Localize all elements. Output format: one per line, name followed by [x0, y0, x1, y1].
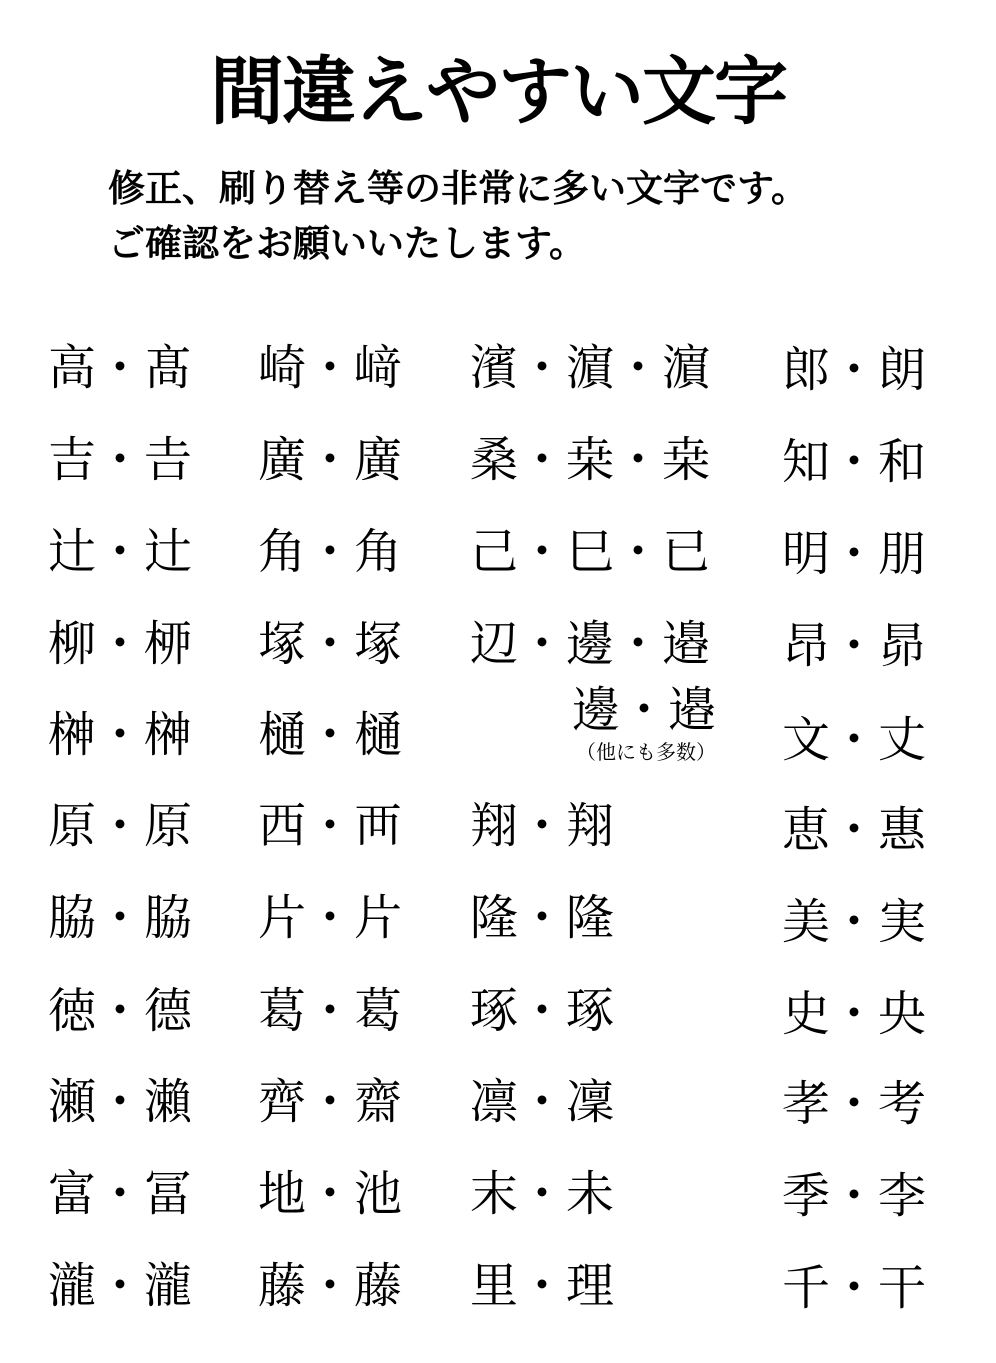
- char-pair: 季・李: [782, 1168, 927, 1224]
- char-pair: 凛・凜: [470, 1074, 615, 1130]
- char-pair: 瀬・瀨: [48, 1074, 193, 1130]
- char-group: 邊・邉: [572, 682, 717, 738]
- char-pair: 樋・樋: [258, 707, 403, 763]
- char-pair: 高・髙: [48, 340, 193, 396]
- char-pair: 塚・塚: [258, 616, 403, 672]
- intro-line-2: ご確認をお願いいたします。: [108, 222, 587, 265]
- char-pair: 角・角: [258, 524, 403, 580]
- char-pair: 翔・翔: [470, 798, 615, 854]
- char-pair: 明・朋: [782, 526, 927, 582]
- char-pair: 崎・﨑: [258, 340, 403, 396]
- page-title: 間違えやすい文字: [210, 49, 786, 135]
- char-pair: 千・干: [782, 1260, 927, 1316]
- char-pair: 葛・葛: [258, 983, 403, 1039]
- char-pair: 史・央: [782, 986, 927, 1042]
- char-pair: 瀧・瀧: [48, 1258, 193, 1314]
- char-pair: 辻・辻: [48, 524, 193, 580]
- char-pair: 里・理: [470, 1258, 615, 1314]
- char-pair: 榊・榊: [48, 707, 193, 763]
- char-pair: 齊・齋: [258, 1074, 403, 1130]
- char-pair: 廣・廣: [258, 432, 403, 488]
- char-group: 桑・桒・桒: [470, 432, 711, 488]
- char-pair: 富・冨: [48, 1166, 193, 1222]
- note-others: （他にも多数）: [576, 740, 716, 764]
- char-pair: 原・原: [48, 798, 193, 854]
- char-pair: 徳・德: [48, 983, 193, 1039]
- char-pair: 孝・考: [782, 1076, 927, 1132]
- char-pair: 琢・琢: [470, 983, 615, 1039]
- char-pair: 恵・惠: [782, 802, 927, 858]
- char-group: 濱・濵・濵: [470, 340, 711, 396]
- intro-line-1: 修正、刷り替え等の非常に多い文字です。: [108, 167, 809, 210]
- char-pair: 隆・隆: [470, 890, 615, 946]
- char-pair: 文・丈: [782, 712, 927, 768]
- char-pair: 藤・藤: [258, 1258, 403, 1314]
- char-pair: 西・襾: [258, 798, 403, 854]
- char-group: 辺・邊・邉: [470, 616, 711, 672]
- char-pair: 脇・脇: [48, 890, 193, 946]
- char-pair: 片・片: [258, 890, 403, 946]
- char-pair: 昂・昴: [782, 618, 927, 674]
- char-pair: 地・池: [258, 1166, 403, 1222]
- char-pair: 柳・桺: [48, 616, 193, 672]
- char-pair: 郎・朗: [782, 342, 927, 398]
- char-pair: 美・実: [782, 894, 927, 950]
- char-pair: 吉・𠮷: [48, 432, 193, 488]
- char-pair: 末・未: [470, 1166, 615, 1222]
- char-group: 己・巳・已: [470, 524, 711, 580]
- char-pair: 知・和: [782, 434, 927, 490]
